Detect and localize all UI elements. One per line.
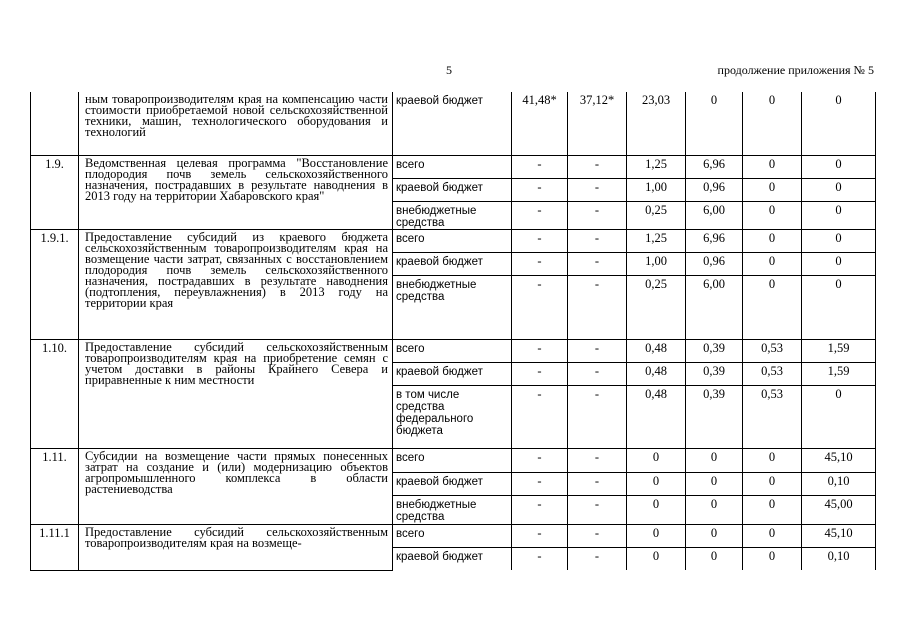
funding-source: краевой бюджет: [393, 92, 512, 155]
value-cell: 0: [743, 472, 802, 495]
item-description: Предоставление субсидий из краевого бюджета сельскохозяйственным товаропроизводителям края на возмещение части затрат, связанных с восстановлением плодородия почв земель сельскохозяйственного назначения, пострадавших в результате наводнения (подтопления, переувлажнения) в 2013 году на территории края: [79, 229, 393, 339]
value-cell: -: [512, 178, 568, 201]
value-cell: 0,10: [802, 547, 876, 570]
value-cell: 0: [627, 472, 686, 495]
table-row: [31, 339, 876, 362]
value-cell: 0,96: [686, 252, 743, 275]
value-cell: 0,25: [627, 275, 686, 339]
value-cell: 1,25: [627, 155, 686, 178]
item-number: 1.11.1: [31, 524, 79, 570]
value-cell: -: [568, 201, 627, 229]
value-cell: -: [568, 275, 627, 339]
value-cell: -: [512, 229, 568, 252]
funding-source: всего: [393, 155, 512, 178]
budget-table: [30, 92, 876, 571]
value-cell: -: [512, 252, 568, 275]
funding-source: краевой бюджет: [393, 252, 512, 275]
item-description: Предоставление субсидий сельскохозяйственным товаропроизводителям края на приобретение семян с учетом доставки в районы Крайнего Севера и приравненные к ним местности: [79, 339, 393, 448]
value-cell: -: [568, 385, 627, 448]
item-number: 1.11.: [31, 448, 79, 524]
page-number: 5: [446, 63, 452, 77]
funding-source: всего: [393, 229, 512, 252]
value-cell: 0: [743, 178, 802, 201]
value-cell: 23,03: [627, 92, 686, 155]
value-cell: 0: [743, 155, 802, 178]
value-cell: -: [568, 524, 627, 547]
value-cell: 0: [802, 201, 876, 229]
funding-source: краевой бюджет: [393, 547, 512, 570]
value-cell: 0: [743, 495, 802, 524]
item-number: [31, 92, 79, 155]
value-cell: 0: [743, 201, 802, 229]
value-cell: 0: [743, 448, 802, 472]
value-cell: 45,00: [802, 495, 876, 524]
value-cell: 0: [686, 448, 743, 472]
value-cell: 0: [686, 547, 743, 570]
value-cell: -: [512, 362, 568, 385]
value-cell: 0,25: [627, 201, 686, 229]
value-cell: -: [568, 155, 627, 178]
appendix-continuation-label: продолжение приложения № 5: [717, 63, 874, 77]
value-cell: 0,53: [743, 362, 802, 385]
value-cell: 6,96: [686, 229, 743, 252]
value-cell: -: [512, 339, 568, 362]
value-cell: 0,48: [627, 362, 686, 385]
value-cell: 0: [802, 252, 876, 275]
value-cell: 0: [743, 547, 802, 570]
value-cell: 0,53: [743, 385, 802, 448]
table-row: [31, 155, 876, 178]
value-cell: -: [512, 275, 568, 339]
item-description: ным товаропроизводителям края на компенсацию части стоимости приобретаемой новой сельскохозяйственной техники, машин, технологического оборудования и технологий: [79, 92, 393, 155]
value-cell: -: [512, 201, 568, 229]
value-cell: 1,25: [627, 229, 686, 252]
value-cell: -: [568, 472, 627, 495]
value-cell: 0: [802, 385, 876, 448]
value-cell: -: [568, 339, 627, 362]
value-cell: 0: [686, 495, 743, 524]
value-cell: 0: [802, 155, 876, 178]
value-cell: -: [568, 178, 627, 201]
funding-source: внебюджетные средства: [393, 275, 512, 339]
value-cell: 0: [743, 252, 802, 275]
item-description: Субсидии на возмещение части прямых понесенных затрат на создание и (или) модернизацию объектов агропромышленного комплекса в области растениеводства: [79, 448, 393, 524]
funding-source: всего: [393, 448, 512, 472]
value-cell: 0: [627, 448, 686, 472]
value-cell: 45,10: [802, 448, 876, 472]
value-cell: 1,59: [802, 339, 876, 362]
funding-source: внебюджетные средства: [393, 201, 512, 229]
value-cell: -: [568, 252, 627, 275]
value-cell: 6,00: [686, 275, 743, 339]
value-cell: 0: [686, 92, 743, 155]
value-cell: 41,48*: [512, 92, 568, 155]
value-cell: 0,48: [627, 385, 686, 448]
value-cell: 0: [802, 92, 876, 155]
value-cell: -: [512, 495, 568, 524]
value-cell: 0: [686, 472, 743, 495]
value-cell: 0: [743, 275, 802, 339]
funding-source: внебюджетные средства: [393, 495, 512, 524]
value-cell: -: [512, 547, 568, 570]
value-cell: -: [568, 547, 627, 570]
item-number: 1.9.: [31, 155, 79, 229]
value-cell: 0,10: [802, 472, 876, 495]
value-cell: 1,00: [627, 178, 686, 201]
value-cell: 0,39: [686, 339, 743, 362]
value-cell: 0,39: [686, 385, 743, 448]
value-cell: 0: [627, 547, 686, 570]
funding-source: краевой бюджет: [393, 178, 512, 201]
value-cell: 0,96: [686, 178, 743, 201]
value-cell: 6,00: [686, 201, 743, 229]
value-cell: -: [568, 229, 627, 252]
funding-source: всего: [393, 524, 512, 547]
value-cell: -: [512, 448, 568, 472]
value-cell: 0,39: [686, 362, 743, 385]
budget-table-body: [31, 92, 876, 570]
value-cell: 0: [627, 524, 686, 547]
value-cell: 0,48: [627, 339, 686, 362]
value-cell: -: [512, 155, 568, 178]
value-cell: 0: [802, 229, 876, 252]
table-row: [31, 229, 876, 252]
value-cell: 0,53: [743, 339, 802, 362]
value-cell: 1,00: [627, 252, 686, 275]
value-cell: 37,12*: [568, 92, 627, 155]
value-cell: 0: [686, 524, 743, 547]
item-description: Ведомственная целевая программа "Восстановление плодородия почв земель сельскохозяйственного назначения, пострадавших в результате наводнения в 2013 году на территории Хабаровского края": [79, 155, 393, 229]
item-number: 1.10.: [31, 339, 79, 448]
funding-source: всего: [393, 339, 512, 362]
value-cell: -: [568, 495, 627, 524]
funding-source: краевой бюджет: [393, 472, 512, 495]
value-cell: -: [568, 448, 627, 472]
value-cell: -: [512, 472, 568, 495]
value-cell: 1,59: [802, 362, 876, 385]
item-number: 1.9.1.: [31, 229, 79, 339]
value-cell: -: [568, 362, 627, 385]
value-cell: 0: [802, 275, 876, 339]
table-row: [31, 448, 876, 472]
value-cell: 0: [802, 178, 876, 201]
value-cell: 0: [743, 92, 802, 155]
value-cell: 45,10: [802, 524, 876, 547]
value-cell: -: [512, 524, 568, 547]
funding-source: краевой бюджет: [393, 362, 512, 385]
item-description: Предоставление субсидий сельскохозяйственным товаропроизводителям края на возмеще-: [79, 524, 393, 570]
value-cell: 0: [743, 524, 802, 547]
funding-source: в том числе средства федерального бюджета: [393, 385, 512, 448]
value-cell: 6,96: [686, 155, 743, 178]
value-cell: 0: [743, 229, 802, 252]
value-cell: -: [512, 385, 568, 448]
table-row: [31, 92, 876, 155]
value-cell: 0: [627, 495, 686, 524]
table-row: [31, 524, 876, 547]
